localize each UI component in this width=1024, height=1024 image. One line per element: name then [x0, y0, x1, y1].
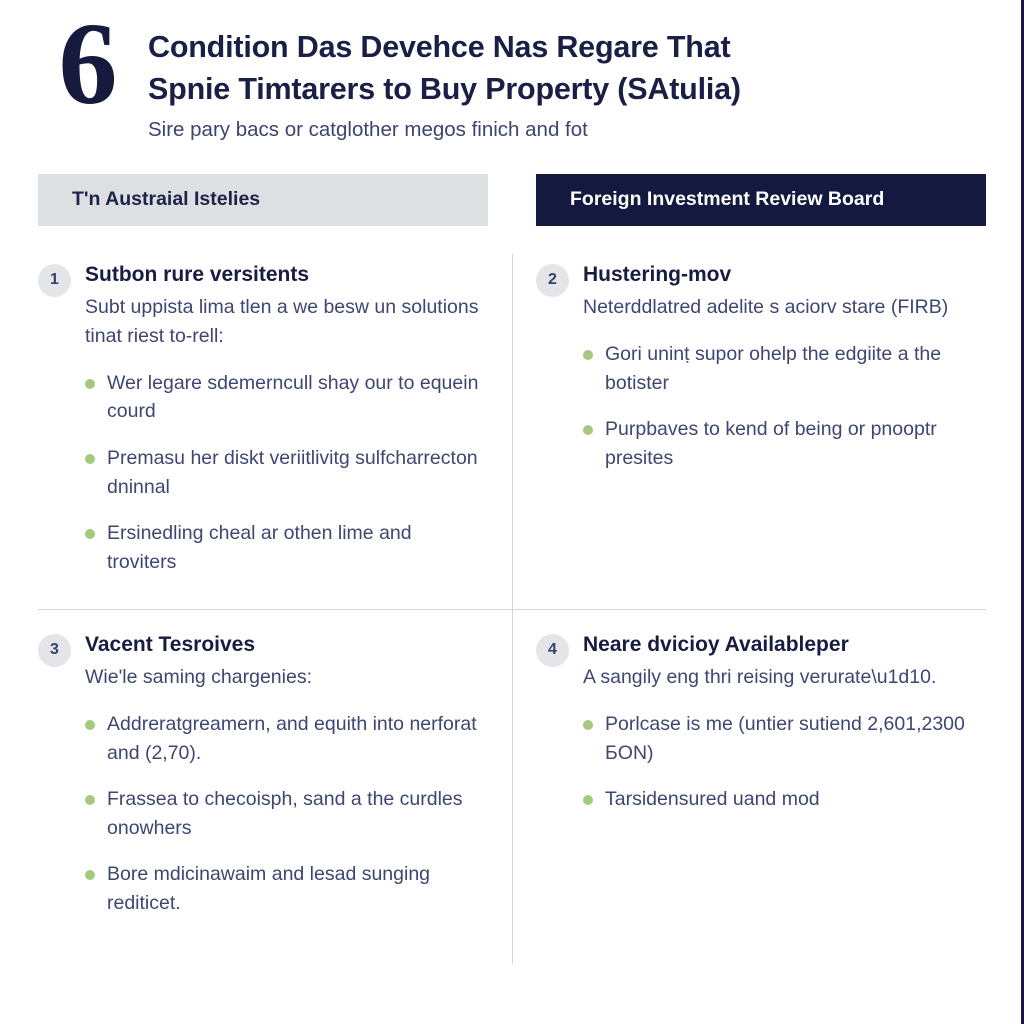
- card-4-description: A sangily eng thri reising verurate\u1d10.: [583, 665, 937, 688]
- header: [38, 0, 986, 144]
- bullet-text: Bore mdicinawaim and lesad sunging rediticet.: [107, 863, 431, 915]
- bullet-dot-icon: [85, 795, 95, 805]
- page-subtitle: Sire pary bacs or catglother megos finich and fot: [148, 118, 588, 142]
- bullet-dot-icon: [85, 529, 95, 539]
- bullet-text: Tarsidensured uand mod: [605, 788, 820, 811]
- page-title-line-1: Condition Das Devehce Nas Regare That: [148, 30, 731, 64]
- column-headers: [38, 174, 986, 226]
- list-item: [583, 785, 978, 814]
- card-2-bullets: [583, 340, 978, 473]
- headline-number: 6: [58, 0, 114, 129]
- bullet-dot-icon: [85, 870, 95, 880]
- card-2-head: [536, 262, 978, 322]
- bullet-dot-icon: [583, 350, 593, 360]
- bullet-text: Premasu her diskt veriitlivitg sulfcharrecton dninnal: [107, 447, 478, 498]
- vertical-divider: [512, 254, 513, 964]
- card-4: [536, 610, 986, 944]
- column-header-left: [38, 174, 488, 226]
- card-2: [536, 252, 986, 603]
- card-3-head: [38, 632, 480, 692]
- bullet-dot-icon: [583, 425, 593, 435]
- page-title: [148, 26, 986, 110]
- bullet-text: Ersinedling cheal ar othen lime and troviters: [107, 522, 412, 574]
- card-1: [38, 252, 488, 603]
- card-1-head: [38, 262, 480, 351]
- list-item: [85, 369, 480, 426]
- card-4-head: [536, 632, 978, 692]
- card-3-title: Vacent Tesroives: [85, 632, 256, 656]
- bullet-dot-icon: [85, 454, 95, 464]
- card-3-body: [38, 710, 480, 918]
- header-text-block: [148, 16, 986, 144]
- card-2-body: [536, 340, 978, 473]
- bullet-dot-icon: [85, 379, 95, 389]
- bullet-text: Gori uninṭ supor ohelp the edgiite a the botister: [605, 342, 942, 394]
- cards-grid: [38, 252, 986, 944]
- card-4-title: Neare dvicioy Availableper: [583, 632, 849, 656]
- card-1-bullets: [85, 369, 480, 577]
- list-item: [583, 710, 978, 767]
- bullet-dot-icon: [85, 720, 95, 730]
- card-3-bullets: [85, 710, 480, 918]
- bullet-text: Porlcase is me (untier sutiend 2,601,2300 БON): [605, 712, 965, 764]
- list-item: [85, 785, 480, 842]
- column-header-left-label: T'n Austraial Istelies: [72, 188, 261, 211]
- card-1-badge: 1: [38, 264, 71, 297]
- card-1-title: Sutbon rure versitents: [85, 262, 310, 286]
- bullet-text: Purpbaves to kend of being or pnooptr presites: [605, 418, 937, 469]
- bullet-dot-icon: [583, 720, 593, 730]
- card-2-badge: 2: [536, 264, 569, 297]
- bullet-text: Wer legare sdemerncull shay our to equein courd: [107, 371, 479, 423]
- card-4-badge: 4: [536, 634, 569, 667]
- card-1-body: [38, 369, 480, 577]
- card-2-title: Hustering-mov: [583, 262, 732, 286]
- bullet-text: Addreratgreamern, and equith into nerforat and (2,70).: [107, 712, 477, 764]
- list-item: [85, 860, 480, 917]
- list-item: [85, 519, 480, 576]
- card-4-body: [536, 710, 978, 814]
- column-header-right-label: Foreign Investment Review Board: [570, 188, 885, 211]
- list-item: [583, 340, 978, 397]
- card-4-bullets: [583, 710, 978, 814]
- page-title-line-2: Spnie Timtarers to Buy Property (SAtulia): [148, 72, 741, 107]
- card-3: [38, 610, 488, 944]
- list-item: [85, 710, 480, 767]
- card-3-description: Wie'le saming chargenies:: [85, 665, 312, 688]
- list-item: [583, 415, 978, 472]
- card-2-description: Neterddlatred adelite s aciorv stare (FIRB): [583, 296, 949, 319]
- card-1-description: Subt uppista lima tlen a we besw un solutions tinat riest to-rell:: [85, 296, 479, 347]
- column-header-right: [536, 174, 986, 226]
- bullet-dot-icon: [583, 795, 593, 805]
- bullet-text: Frassea to checoisph, sand a the curdles onowhers: [107, 788, 463, 839]
- list-item: [85, 444, 480, 501]
- card-3-badge: 3: [38, 634, 71, 667]
